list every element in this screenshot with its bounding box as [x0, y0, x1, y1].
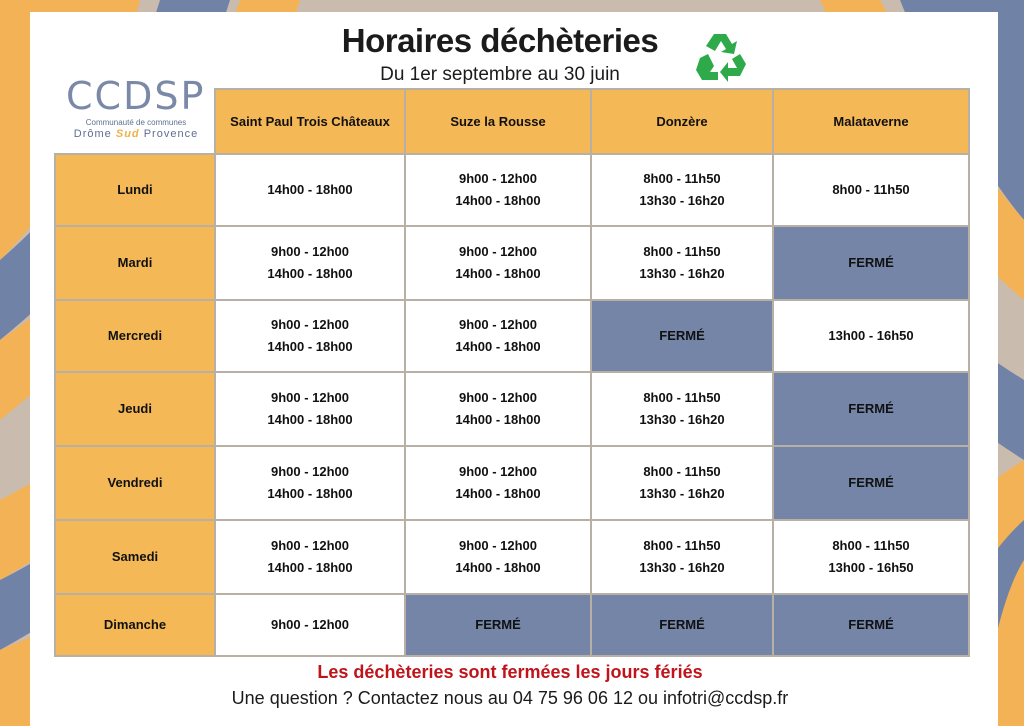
schedule-table	[54, 88, 970, 657]
hours-cell	[591, 226, 773, 300]
hours-line: 14h00 - 18h00	[455, 266, 541, 281]
hours-cell	[215, 154, 405, 226]
hours-line: 9h00 - 12h00	[270, 390, 350, 405]
closed-cell	[591, 594, 773, 656]
hours-line: 14h00 - 18h00	[455, 486, 541, 501]
hours-cell	[591, 446, 773, 520]
contact-line: Une question ? Contactez nous au 04 75 96 06 12 ou infotri@ccdsp.fr	[231, 688, 789, 708]
logo-region: Drôme Sud Provence	[73, 128, 199, 140]
hours-line: 14h00 - 18h00	[455, 412, 541, 427]
day-label: Dimanche	[55, 594, 215, 656]
table-row	[55, 300, 969, 372]
hours-cell	[215, 300, 405, 372]
hours-line: 13h30 - 16h20	[639, 193, 725, 208]
closed-cell	[773, 594, 969, 656]
day-label: Mercredi	[55, 300, 215, 372]
table-row	[55, 372, 969, 446]
hours-line: 8h00 - 11h50	[643, 244, 721, 259]
hours-line: 13h30 - 16h20	[639, 412, 725, 427]
day-label: Mardi	[55, 226, 215, 300]
hours-line: 9h00 - 12h00	[458, 464, 538, 479]
page-subtitle: Du 1er septembre au 30 juin	[380, 64, 620, 85]
hours-line: 14h00 - 18h00	[267, 266, 353, 281]
hours-line: 14h00 - 18h00	[455, 193, 541, 208]
recycle-icon	[692, 30, 752, 84]
hours-line: 8h00 - 11h50	[832, 182, 910, 197]
hours-line: 14h00 - 18h00	[267, 412, 353, 427]
hours-cell	[215, 594, 405, 656]
column-header: Donzère	[591, 89, 773, 154]
table-row	[55, 594, 969, 656]
hours-line: FERMÉ	[659, 328, 705, 343]
closed-cell	[773, 372, 969, 446]
table-corner	[55, 89, 215, 154]
hours-line: 14h00 - 18h00	[455, 560, 541, 575]
page-title: Horaires déchèteries	[341, 22, 659, 59]
hours-line: 9h00 - 12h00	[270, 464, 350, 479]
hours-cell	[215, 446, 405, 520]
hours-line: 8h00 - 11h50	[643, 538, 721, 553]
hours-line: 9h00 - 12h00	[458, 317, 538, 332]
hours-line: 8h00 - 11h50	[643, 171, 721, 186]
hours-cell	[215, 520, 405, 594]
closed-cell	[773, 226, 969, 300]
hours-line: 9h00 - 12h00	[270, 244, 350, 259]
hours-line: 9h00 - 12h00	[458, 171, 538, 186]
holiday-notice: Les déchèteries sont fermées les jours fériés	[317, 662, 703, 682]
hours-line: 14h00 - 18h00	[267, 182, 353, 197]
hours-cell	[591, 520, 773, 594]
hours-line: 8h00 - 11h50	[643, 464, 721, 479]
hours-line: 9h00 - 12h00	[270, 617, 350, 632]
hours-line: 13h30 - 16h20	[639, 560, 725, 575]
hours-line: 9h00 - 12h00	[458, 244, 538, 259]
hours-cell	[591, 372, 773, 446]
hours-cell	[405, 154, 591, 226]
hours-line: FERMÉ	[848, 401, 894, 416]
column-header: Suze la Rousse	[405, 89, 591, 154]
closed-cell	[405, 594, 591, 656]
hours-line: 14h00 - 18h00	[267, 339, 353, 354]
hours-line: 13h00 - 16h50	[828, 560, 914, 575]
hours-line: 9h00 - 12h00	[270, 538, 350, 553]
logo-wordmark: CCDSP	[66, 74, 206, 118]
day-label: Lundi	[55, 154, 215, 226]
hours-cell	[773, 520, 969, 594]
hours-line: 13h00 - 16h50	[828, 328, 914, 343]
table-row	[55, 446, 969, 520]
closed-cell	[591, 300, 773, 372]
hours-line: 14h00 - 18h00	[455, 339, 541, 354]
closed-cell	[773, 446, 969, 520]
day-label: Jeudi	[55, 372, 215, 446]
hours-cell	[591, 154, 773, 226]
hours-line: 9h00 - 12h00	[458, 538, 538, 553]
hours-cell	[405, 226, 591, 300]
hours-line: 9h00 - 12h00	[270, 317, 350, 332]
hours-cell	[405, 520, 591, 594]
hours-line: 14h00 - 18h00	[267, 560, 353, 575]
hours-line: 8h00 - 11h50	[832, 538, 910, 553]
hours-cell	[405, 446, 591, 520]
hours-line: FERMÉ	[848, 255, 894, 270]
hours-line: FERMÉ	[475, 617, 521, 632]
day-label: Vendredi	[55, 446, 215, 520]
hours-cell	[215, 226, 405, 300]
hours-line: 14h00 - 18h00	[267, 486, 353, 501]
hours-line: 9h00 - 12h00	[458, 390, 538, 405]
column-header: Saint Paul Trois Châteaux	[215, 89, 405, 154]
table-row	[55, 154, 969, 226]
hours-line: 8h00 - 11h50	[643, 390, 721, 405]
table-row	[55, 226, 969, 300]
day-label: Samedi	[55, 520, 215, 594]
logo-tagline: Communauté de communes	[85, 118, 187, 127]
hours-line: FERMÉ	[659, 617, 705, 632]
column-header: Malataverne	[773, 89, 969, 154]
hours-cell	[405, 300, 591, 372]
hours-cell	[773, 300, 969, 372]
hours-cell	[405, 372, 591, 446]
hours-line: 13h30 - 16h20	[639, 266, 725, 281]
hours-line: FERMÉ	[848, 617, 894, 632]
hours-cell	[773, 154, 969, 226]
hours-line: 13h30 - 16h20	[639, 486, 725, 501]
hours-cell	[215, 372, 405, 446]
hours-line: FERMÉ	[848, 475, 894, 490]
table-row	[55, 520, 969, 594]
